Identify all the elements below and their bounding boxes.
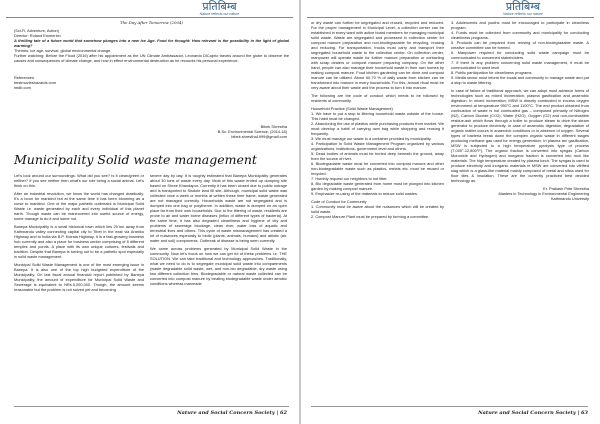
list-item: 2. Compost Manure Plant must be prepared by forming a committee. [311,214,430,219]
right-page [301,0,600,424]
reference-item: imdb.com [14,85,31,90]
article-paragraph: The following are the code of conduct which needs to be followed by residents of community. [311,93,444,103]
article-author-title: Masters in Technology in Environmental Engineering [498,191,589,196]
article-paragraph: severe day by day. It is roughly estimated that Banepa Municipality generates about 30 tons of waste every day. Most of this waste ended up dumping site based on Shree Khandapur. Currently it has been closed due to public outrage and is transported to Sisdole land fill site. Although, municipal solid waste was collected once a week or months at written these time frame, waste generated are not managed correctly. Households waste are not segregated and is dumped into one bag or polytheme. In addition, waste is dumped on an open place far from their own households. Due to the littering of waste, residents are prone to air and water borne diseases (influx of different types of bacteria). At the same time, it has also degraded cleanliness and hygiene of city and problems of sewerage blockage, clean river, water loss of aquatic and terrestrial lives and others. This cycle of waste mismanagement has created a lot of nuisances especially to biotic (plants, animals, humans) and abiotic (air, water and soil) components. Outbreak of disease is being seen currently. [150,173,287,243]
list-item: 1. We have to put a stop to littering household waste outside of the house. This habit must be changed. [311,111,444,121]
review-director: Director: Roland Emmerich [14,33,61,38]
footer-text: Nature and Social Concern Society | 62 [177,410,287,416]
article-paragraph: Banepa Municipality is a small historical town which lies 25 km away from Kathmandu valley connecting capital city to Tibet in the east via Araniko Highway and to India via B.P. Koirala Highway. It is a fast-growing business hub currently and also a place for business center comprising of 8 different temples and ponds. A place with its own unique cultures, festivals and tradition. Despite that Banepa is turning out to be a pathetic spot especially in solid waste management. [14,224,144,259]
article-paragraph: In case of failure of traditional approach, we can adopt most advance forms of technologies such as mixed incineration, plasma gasification and anaerobic digestion. In mixed incineration, MSW is directly combusted in excess oxygen environment at temperature 950°C and 1100°C. The end product obtained from combustion of waste is hot combusted gas – composed primarily of Nitrogen (N2), Carbon Dioxide (CO2), Water (H2O), Oxygen (O2) and non-combustible residue-ash which flows through a boiler to produce steam to drive the steam generator to produce electricity. In case of anaerobic digestion, degradation of organic matter occurs in anaerobic conditions or in absence of oxygen. Several types of bacteria break down the complex organic waste in different stages producing methane gas used for energy generation. In plasma arc gasification, MSW is subjected to a high temperature pyrolysis type of process (7,000°-12,800°F). The organic fraction is converted into syngas (Carbon Monoxide and Hydrogen) and inorganic fraction is converted into rock like materials. The high temperature created by plasma torch. The syngas is used to produce electricity and inorganic materials in MSW are converted into vitrified slag which is a glass-like material mainly composed of metal and silica used for floor tiles & insulation. These are the currently practiced best decided technology as. [451,88,589,183]
list-item: 1. Community must be aware about the nuisances which will be created by solid waste. [311,204,444,214]
list-item: 4. Funds must be collected from community and municipality for conducting cleanliness programs. [451,30,589,40]
references-label: References [14,75,34,80]
header-rule [307,17,594,18]
header-devanagari-title: प्रतिबिम्ब [202,0,237,13]
list-item: 7. If there is any problem concerning solid waste management, it must be communicated to ward level. [451,60,589,70]
list-item: 8. Bio degradable waste generated from home must be plunged into kitchen garden by making compost manure. [311,181,444,191]
review-tagline: A thrilling tale of a future world that somehow plunges into a new Ice Age. Food for thought: How relevant is the possibility in the light of global warming? [14,38,289,48]
list-item: 5. Dead bodies of animals must be buried deep beneath the ground, away from the source of river. [311,151,444,161]
article-paragraph: After an industrial revolution, we know the world has changed drastically. It's a boon for mankind but at the same time it has been blooming as a curse to mankind. One of the major pathetic outbreaks is Municipal Solid Waste i.e. waste generated by each and every individual of this planet earth. Though waste can be maneuvered into useful source of energy, some manage to do it and some not. [14,191,144,221]
list-item: 3. Adolescents and youths must be encouraged to participate in clean/less program. [451,20,589,30]
header-devanagari-title: प्रतिबिम्ब [505,0,541,13]
left-page-header [0,1,299,18]
list-item: 3. We must manage our waste in a container provided by municipality. [311,136,432,141]
review-author-block [218,124,287,139]
header-subtitle: Nature reflects our nature [503,12,543,16]
list-item: 8. Public participation for cleanliness programs. [451,70,533,75]
article-column-3 [311,20,444,219]
list-item: 5. Products can be prepared from reusing of non-biodegradable waste. A creative committee can be formed. [451,40,589,50]
left-page-footer [177,408,287,418]
list-item: 6. Manpower required for conducting solid waste campaign must be communicated to concerned stakeholders. [451,50,589,60]
article-author-block [451,186,589,201]
review-author-email: bibek.shrestha1999@gmail.com [231,134,287,139]
footer-text: Nature and Social Concern Society | 63 [478,410,588,416]
list-item: 9. Media sector must inform the locals and community to manage waste and put a stop to waste littering. [451,75,589,85]
list-item: 4. Participation in Solid Waste Management Program organized by various organizations, institutions, government level and others. [311,141,444,151]
article-paragraph: We came across problems generated by Municipal Solid Waste in the community. Now let's focus on how we can get rid of these problems i.e. THE SOLUTION. We can take traditional and technology approaches. Traditionally, what we need to do is to segregate municipal solid waste into compartments (waste degradable solid waste, wet, and non-bio degradable, dry waste using two different collection bins. Biodegradable or natural waste collected can be converted into compost manure by treating biodegradable waste under aerobic conditions whereas manmade [150,246,287,286]
list-item: 9. Emphasize re-using of the materials to reduce solid wastes. [311,191,419,196]
list-item: 6. Biodegradable waste must be converted into compost manure and other non-biodegradable waste such as plastics, metals etc. must be reused or recycled. [311,161,444,176]
right-page-header [301,1,600,18]
review-heading: The Day After Tomorrow (2004) [120,20,183,25]
right-page-footer [478,408,588,418]
left-page [0,0,299,424]
article-column-1 [14,173,144,295]
header-rule [6,17,293,18]
list-heading: Code of Conduct for Community [311,199,367,204]
article-author-name: Er. Prakash Prite Shrestha [543,186,589,191]
reference-item: bestmovieshazards.com [14,80,56,85]
footer-rule [14,406,289,407]
header-subtitle: Nature reflects our nature [199,12,240,16]
article-column-2 [150,173,287,289]
movie-review-block [14,20,289,90]
review-themes: Themes: Ice age, survival, global environmental change. [14,48,112,53]
review-genre: (Sci-Fi, Adventure, Action) [14,28,59,33]
article-column-4 [451,20,589,201]
article-paragraph: Let's look around our surroundings. What did you see? Is it clean/green or neither? If you see neither then what's our role being a social animal. Let's think on this. [14,173,144,188]
article-author-university: Kathmandu University [550,196,589,201]
review-author-title: B.Sc. Environmental Science, (2014-18) [217,129,287,134]
article-paragraph: Municipal Solid Waste Management is one of the most emerging issue in Banepa. It is also one of the top high budgeted expenditure of the Municipality. On last fiscal annual financial report published by Banepa Municipality, the amount of expenditure for Municipal Solid Waste and Sewerage is equivalent to NRs.5,000,000. Though, the amount seems reasonable but the problem is not solved yet and becoming [14,262,144,292]
list-heading: Household Practice (Solid Waste Management) [311,106,393,111]
list-item: 2. Abandoning the use of plastics while purchasing products from market. We must develop a habit of carrying own bag while shopping and reusing it frequently. [311,121,444,136]
review-body: Further watching: Before the Flood (2016) after his appointment as the UN Climate Ambassador, Leonardo DiCaprio travels around the globe to observe the causes and consequences of climate change, and how in effect environmental destruction as he recounts his personal experience. [14,53,289,63]
footer-rule [311,406,588,407]
list-item: 7. Humbly request our neighbors to not litter. [311,176,388,181]
article-paragraph: or dry waste can further be segregated and reused, recycled and reduced. For the proper management in Municipal Level, a collection center can be established in every ward with active board members for managing municipal solid waste. Waste are segregated and processed in collection center for compost manure preparation and non-biodegradable for recycling, reusing and reducing. For transportation, trucks must carry and transport their segregated household waste to the collection center. On collection center, manpower will operate waste for further manure preparation or contacting with scrap dealers or compost manure preparing company. On the other hand, people can also manage their household waste in their own homes by making compost manure. Food kitchen gardening can be done and compost manure can be utilized. About 60-70 % of daily waste from kitchen can be transformed into manure in every households. For this, annual ritual must be very aware about their waste and the process to turn it into manure. [311,20,444,90]
review-author-name: Bibek Shrestha [260,124,287,129]
article-title: Municipality Solid waste management [14,152,257,167]
